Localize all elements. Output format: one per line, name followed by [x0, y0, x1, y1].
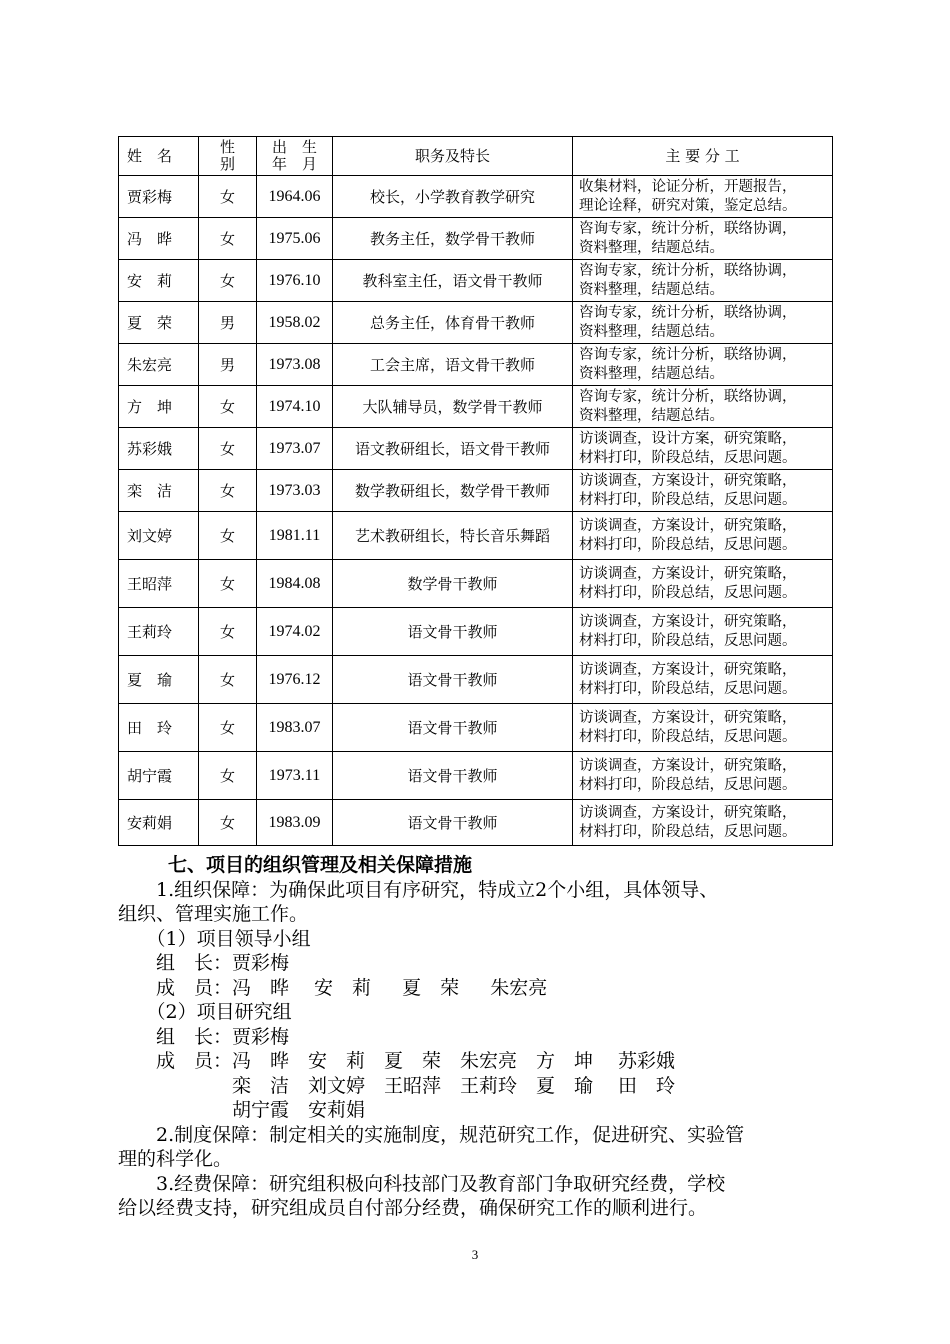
- cell-duty: [573, 302, 833, 344]
- cell-birth: 1976.10: [257, 260, 333, 302]
- cell-position: 语文骨干教师: [333, 704, 573, 752]
- cell-birth: 1983.09: [257, 800, 333, 846]
- cell-gender: 女: [199, 428, 257, 470]
- cell-duty: [573, 176, 833, 218]
- table-row: [119, 302, 833, 344]
- paragraph-line: 组 长：贾彩梅: [118, 1025, 290, 1048]
- cell-birth: 1975.06: [257, 218, 333, 260]
- duty-line: 收集材料，论证分析，开题报告，: [579, 178, 797, 195]
- cell-gender: 男: [199, 302, 257, 344]
- cell-name: 方 坤: [119, 386, 199, 428]
- cell-gender: 女: [199, 512, 257, 560]
- table-row: [119, 176, 833, 218]
- cell-position: 数学骨干教师: [333, 560, 573, 608]
- duty-line: 咨询专家，统计分析，联络协调，: [579, 262, 797, 279]
- cell-birth: 1973.08: [257, 344, 333, 386]
- cell-name: 王昭萍: [119, 560, 199, 608]
- header-duty: 主 要 分 工: [573, 137, 833, 176]
- duty-line: 材料打印，阶段总结，反思问题。: [579, 584, 797, 601]
- cell-duty: [573, 800, 833, 846]
- duty-line: 理论诠释，研究对策，鉴定总结。: [579, 197, 797, 214]
- cell-birth: 1981.11: [257, 512, 333, 560]
- cell-name: 栾 洁: [119, 470, 199, 512]
- paragraph-line: 成 员：冯 晔 安 莉 夏 荣 朱宏亮: [118, 976, 548, 999]
- cell-gender: 女: [199, 260, 257, 302]
- section-title: 七、项目的组织管理及相关保障措施: [168, 854, 473, 876]
- cell-gender: 女: [199, 560, 257, 608]
- duty-line: 资料整理，结题总结。: [579, 239, 724, 256]
- cell-duty: [573, 560, 833, 608]
- cell-birth: 1983.07: [257, 704, 333, 752]
- duty-line: 咨询专家，统计分析，联络协调，: [579, 304, 797, 321]
- team-members-table: [118, 136, 833, 846]
- cell-name: 夏 荣: [119, 302, 199, 344]
- table-row: [119, 428, 833, 470]
- cell-duty: [573, 260, 833, 302]
- cell-duty: [573, 470, 833, 512]
- cell-position: 总务主任，体育骨干教师: [333, 302, 573, 344]
- duty-line: 访谈调查，方案设计，研究策略，: [579, 661, 797, 678]
- table-row: [119, 386, 833, 428]
- table-row: [119, 560, 833, 608]
- cell-gender: 女: [199, 800, 257, 846]
- duty-line: 材料打印，阶段总结，反思问题。: [579, 449, 797, 466]
- duty-line: 资料整理，结题总结。: [579, 281, 724, 298]
- cell-duty: [573, 752, 833, 800]
- paragraph-line: 胡宁霞 安莉娟: [118, 1099, 366, 1121]
- table-row: [119, 344, 833, 386]
- table-row: [119, 260, 833, 302]
- table-row: [119, 512, 833, 560]
- cell-duty: [573, 428, 833, 470]
- header-birth-top: 出 生: [271, 138, 317, 156]
- cell-position: 语文骨干教师: [333, 608, 573, 656]
- paragraph-line: （2）项目研究组: [118, 1001, 292, 1023]
- duty-line: 咨询专家，统计分析，联络协调，: [579, 388, 797, 405]
- cell-position: 校长，小学教育教学研究: [333, 176, 573, 218]
- duty-line: 访谈调查，设计方案，研究策略，: [579, 430, 797, 447]
- cell-gender: 女: [199, 218, 257, 260]
- duty-line: 访谈调查，方案设计，研究策略，: [579, 709, 797, 726]
- duty-line: 材料打印，阶段总结，反思问题。: [579, 776, 797, 793]
- table-row: [119, 800, 833, 846]
- paragraph-line: 栾 洁 刘文婷 王昭萍 王莉玲 夏 瑜 田 玲: [118, 1074, 676, 1097]
- cell-birth: 1973.11: [257, 752, 333, 800]
- duty-line: 咨询专家，统计分析，联络协调，: [579, 220, 797, 237]
- cell-position: 工会主席，语文骨干教师: [333, 344, 573, 386]
- duty-line: 材料打印，阶段总结，反思问题。: [579, 728, 797, 745]
- table-body: [119, 137, 833, 846]
- cell-name: 朱宏亮: [119, 344, 199, 386]
- duty-line: 材料打印，阶段总结，反思问题。: [579, 632, 797, 649]
- cell-birth: 1976.12: [257, 656, 333, 704]
- cell-position: 语文骨干教师: [333, 800, 573, 846]
- table-row: [119, 704, 833, 752]
- paragraph-line: 组织、管理实施工作。: [118, 903, 309, 925]
- cell-duty: [573, 344, 833, 386]
- cell-gender: 女: [199, 176, 257, 218]
- cell-position: 教务主任，数学骨干教师: [333, 218, 573, 260]
- cell-gender: 女: [199, 656, 257, 704]
- duty-line: 访谈调查，方案设计，研究策略，: [579, 565, 797, 582]
- cell-gender: 女: [199, 752, 257, 800]
- cell-name: 田 玲: [119, 704, 199, 752]
- page-number: 3: [471, 1247, 479, 1262]
- table-row: [119, 752, 833, 800]
- duty-line: 资料整理，结题总结。: [579, 323, 724, 340]
- cell-birth: 1973.07: [257, 428, 333, 470]
- duty-line: 访谈调查，方案设计，研究策略，: [579, 613, 797, 630]
- cell-position: 语文教研组长，语文骨干教师: [333, 428, 573, 470]
- cell-gender: 女: [199, 608, 257, 656]
- cell-duty: [573, 704, 833, 752]
- table-row: [119, 608, 833, 656]
- table-row: [119, 218, 833, 260]
- duty-line: 材料打印，阶段总结，反思问题。: [579, 680, 797, 697]
- duty-line: 访谈调查，方案设计，研究策略，: [579, 804, 797, 821]
- cell-birth: 1984.08: [257, 560, 333, 608]
- cell-name: 冯 晔: [119, 218, 199, 260]
- cell-name: 夏 瑜: [119, 656, 199, 704]
- cell-name: 刘文婷: [119, 512, 199, 560]
- cell-birth: 1973.03: [257, 470, 333, 512]
- org-management-section: [118, 853, 840, 1221]
- cell-birth: 1974.10: [257, 386, 333, 428]
- paragraph-line: 给以经费支持，研究组成员自付部分经费，确保研究工作的顺利进行。: [118, 1197, 708, 1219]
- cell-name: 苏彩娥: [119, 428, 199, 470]
- cell-birth: 1974.02: [257, 608, 333, 656]
- cell-duty: [573, 512, 833, 560]
- paragraph-line: 1.组织保障：为确保此项目有序研究，特成立2个小组，具体领导、: [118, 878, 719, 901]
- duty-line: 资料整理，结题总结。: [579, 407, 724, 424]
- table-row: [119, 656, 833, 704]
- cell-position: 教科室主任，语文骨干教师: [333, 260, 573, 302]
- header-position: 职务及特长: [333, 137, 573, 176]
- cell-birth: 1964.06: [257, 176, 333, 218]
- header-gender: [199, 137, 257, 176]
- paragraph-line: （1）项目领导小组: [118, 927, 311, 950]
- duty-line: 材料打印，阶段总结，反思问题。: [579, 491, 797, 508]
- table-row: [119, 470, 833, 512]
- paragraph-line: 2.制度保障：制定相关的实施制度，规范研究工作，促进研究、实验管: [118, 1123, 745, 1146]
- cell-duty: [573, 218, 833, 260]
- duty-line: 访谈调查，方案设计，研究策略，: [579, 472, 797, 489]
- header-gender-bottom: 别: [219, 155, 235, 173]
- cell-gender: 女: [199, 704, 257, 752]
- paragraph-line: 3.经费保障：研究组积极向科技部门及教育部门争取研究经费，学校: [118, 1172, 726, 1195]
- duty-line: 访谈调查，方案设计，研究策略，: [579, 757, 797, 774]
- table-header-row: [119, 137, 833, 176]
- duty-line: 材料打印，阶段总结，反思问题。: [579, 823, 797, 840]
- cell-gender: 女: [199, 470, 257, 512]
- cell-position: 数学教研组长，数学骨干教师: [333, 470, 573, 512]
- duty-line: 材料打印，阶段总结，反思问题。: [579, 536, 797, 553]
- paragraph-line: 理的科学化。: [118, 1148, 233, 1170]
- cell-duty: [573, 656, 833, 704]
- header-birth-bottom: 年 月: [271, 155, 317, 173]
- paragraph-line: 组 长：贾彩梅: [118, 952, 290, 974]
- cell-name: 贾彩梅: [119, 176, 199, 218]
- cell-duty: [573, 608, 833, 656]
- cell-birth: 1958.02: [257, 302, 333, 344]
- duty-line: 资料整理，结题总结。: [579, 365, 724, 382]
- cell-position: 艺术教研组长，特长音乐舞蹈: [333, 512, 573, 560]
- cell-name: 安莉娟: [119, 800, 199, 846]
- cell-gender: 女: [199, 386, 257, 428]
- cell-duty: [573, 386, 833, 428]
- section-body: [118, 878, 840, 1221]
- header-name: 姓 名: [119, 137, 199, 176]
- cell-name: 胡宁霞: [119, 752, 199, 800]
- cell-name: 安 莉: [119, 260, 199, 302]
- cell-position: 大队辅导员，数学骨干教师: [333, 386, 573, 428]
- cell-gender: 男: [199, 344, 257, 386]
- cell-name: 王莉玲: [119, 608, 199, 656]
- paragraph-line: 成 员：冯 晔 安 莉 夏 荣 朱宏亮 方 坤 苏彩娥: [118, 1050, 676, 1072]
- header-gender-top: 性: [219, 138, 235, 156]
- cell-position: 语文骨干教师: [333, 656, 573, 704]
- duty-line: 访谈调查，方案设计，研究策略，: [579, 517, 797, 534]
- duty-line: 咨询专家，统计分析，联络协调，: [579, 346, 797, 363]
- cell-position: 语文骨干教师: [333, 752, 573, 800]
- header-birth: [257, 137, 333, 176]
